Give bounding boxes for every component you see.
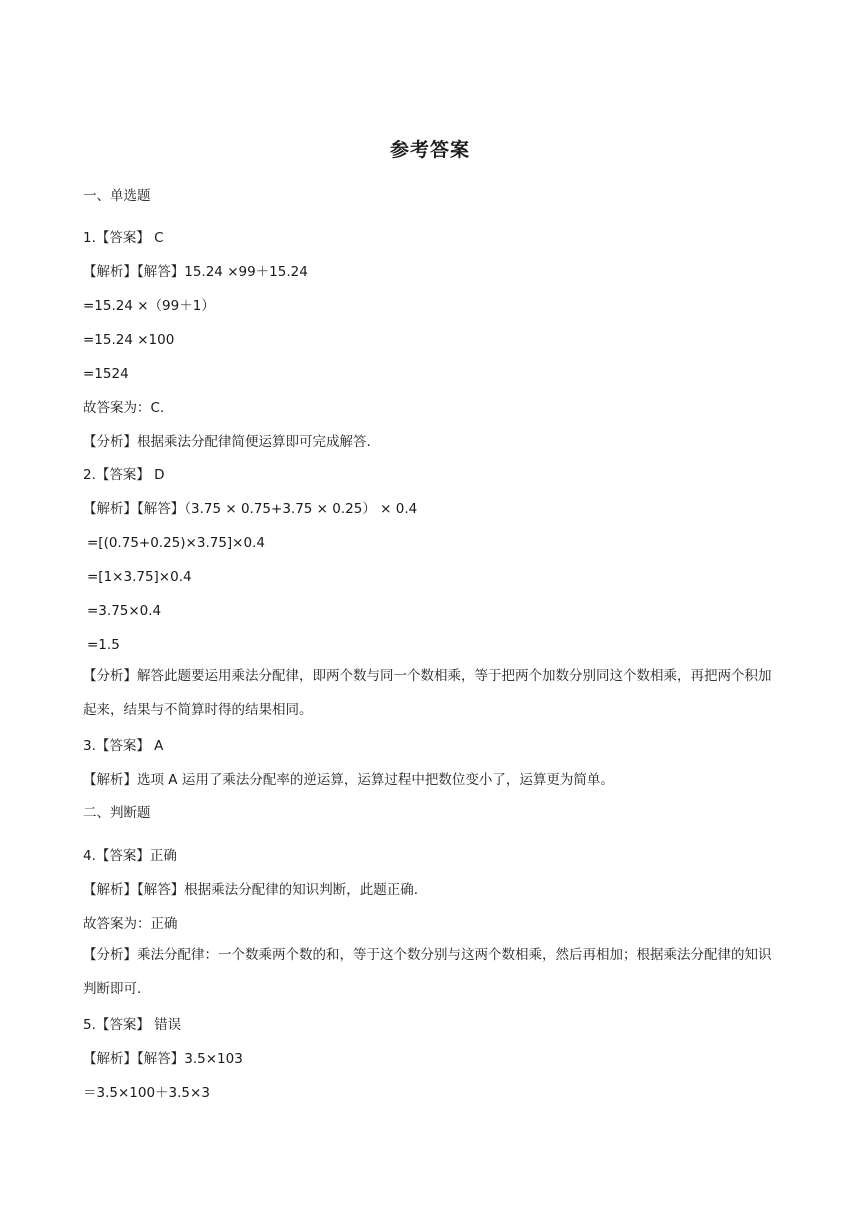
page-title: 参考答案 <box>389 139 470 161</box>
q3-answer: 3.【答案】 A <box>83 738 164 754</box>
q4-conclusion: 故答案为：正确 <box>83 916 178 932</box>
q1-answer: 1.【答案】 C <box>83 230 164 246</box>
q5-answer: 5.【答案】 错误 <box>83 1017 182 1033</box>
section-heading-single-choice: 一、单选题 <box>83 188 151 204</box>
q2-explanation-line: =[(0.75+0.25)×3.75]×0.4 <box>87 535 265 551</box>
q4-analysis: 【分析】乘法分配律：一个数乘两个数的和，等于这个数分别与这两个数相乘，然后再相加；根据乘法分配律的知识判断即可. <box>83 947 772 997</box>
q1-analysis: 【分析】根据乘法分配律简便运算即可完成解答. <box>83 434 371 450</box>
q1-conclusion: 故答案为：C. <box>83 400 165 416</box>
q2-explanation-line: 【解析】【解答】（3.75 × 0.75+3.75 × 0.25） × 0.4 <box>83 501 418 517</box>
q2-explanation-line: =1.5 <box>87 637 120 653</box>
q3-explanation-line: 【解析】选项 A 运用了乘法分配率的逆运算，运算过程中把数位变小了，运算更为简单。 <box>83 772 614 788</box>
q1-explanation-line: =15.24 ×（99＋1） <box>83 298 215 314</box>
q4-answer: 4.【答案】正确 <box>83 848 177 864</box>
q1-explanation-line: =15.24 ×100 <box>83 332 175 348</box>
q1-explanation-line: 【解析】【解答】15.24 ×99＋15.24 <box>83 264 308 280</box>
q2-answer: 2.【答案】 D <box>83 467 165 483</box>
q5-explanation-line: 【解析】【解答】3.5×103 <box>83 1051 243 1067</box>
q2-analysis: 【分析】解答此题要运用乘法分配律，即两个数与同一个数相乘，等于把两个加数分别同这个数相乘，再把两个积加起来，结果与不简算时得的结果相同。 <box>83 668 772 718</box>
q5-explanation-line: ＝3.5×100＋3.5×3 <box>83 1085 210 1101</box>
section-heading-true-false: 二、判断题 <box>83 805 151 821</box>
q4-explanation-line: 【解析】【解答】根据乘法分配律的知识判断，此题正确. <box>83 882 419 898</box>
q1-explanation-line: =1524 <box>83 366 129 382</box>
q2-explanation-line: =3.75×0.4 <box>87 603 162 619</box>
q2-explanation-line: =[1×3.75]×0.4 <box>87 569 192 585</box>
